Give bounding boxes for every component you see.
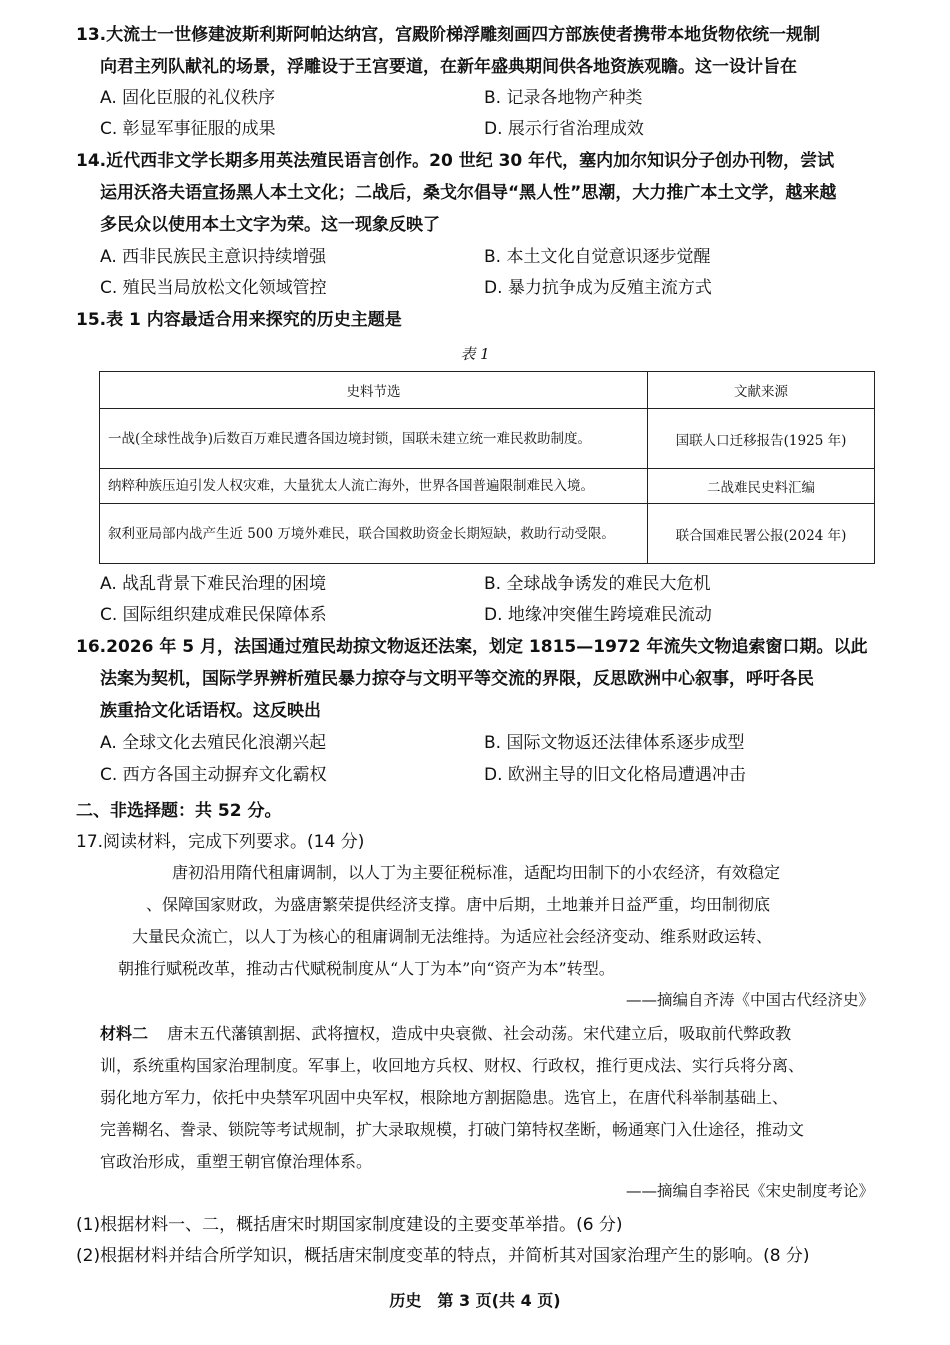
material-2-first-line — [100, 1021, 791, 1044]
table-header-excerpt: 史料节选 — [100, 372, 648, 409]
material-2-label: 材料二 — [100, 1024, 149, 1043]
q17-stem: 17.阅读材料，完成下列要求。(14 分) — [76, 832, 365, 852]
q14-option-c: C. 殖民当局放松文化领域管控 — [100, 278, 327, 298]
material-2-line: 完善糊名、誊录、锁院等考试规制，扩大录取规模，打破门第特权垄断，畅通寒门入仕途径，推动文 — [100, 1120, 805, 1139]
material-2-line: 弱化地方军力，依托中央禁军巩固中央军权，根除地方割据隐患。选官上，在唐代科举制基础上、 — [100, 1088, 789, 1107]
page-footer: 历史 第 3 页(共 4 页) — [389, 1291, 561, 1310]
table-row — [100, 504, 875, 564]
q15-stem: 15.表 1 内容最适合用来探究的历史主题是 — [76, 310, 402, 330]
q15-option-a: A. 战乱背景下难民治理的困境 — [100, 574, 327, 594]
q13-stem-line-1: 13.大流士一世修建波斯利斯阿帕达纳宫，宫殿阶梯浮雕刻画四方部族使者携带本地货物依统一规制 — [76, 25, 821, 45]
table-header-row — [100, 372, 875, 409]
table-header-source: 文献来源 — [648, 372, 875, 409]
q15-option-c: C. 国际组织建成难民保障体系 — [100, 605, 327, 625]
table-cell-excerpt: 叙利亚局部内战产生近 500 万境外难民，联合国救助资金长期短缺，救助行动受限。 — [100, 504, 648, 564]
table-row — [100, 469, 875, 504]
material-1-line: 朝推行赋税改革，推动古代赋税制度从“人丁为本”向“资产为本”转型。 — [118, 959, 615, 978]
q17-subquestion-2: (2)根据材料并结合所学知识，概括唐宋制度变革的特点，并简析其对国家治理产生的影响。(8 分) — [76, 1246, 810, 1266]
material-2-line: 唐末五代藩镇割据、武将擅权，造成中央衰微、社会动荡。宋代建立后，吸取前代弊政教 — [167, 1024, 792, 1043]
q16-stem-line-1: 16.2026 年 5 月，法国通过殖民劫掠文物返还法案，划定 1815—1972 年流失文物追索窗口期。以此 — [76, 637, 868, 657]
q13-option-b: B. 记录各地物产种类 — [484, 88, 643, 108]
q16-option-b: B. 国际文物返还法律体系逐步成型 — [484, 733, 745, 753]
table-cell-excerpt: 纳粹种族压迫引发人权灾难，大量犹太人流亡海外，世界各国普遍限制难民入境。 — [100, 469, 648, 504]
q13-option-d: D. 展示行省治理成效 — [484, 119, 644, 139]
q14-stem-line-1: 14.近代西非文学长期多用英法殖民语言创作。20 世纪 30 年代，塞内加尔知识分子创办刊物，尝试 — [76, 151, 835, 171]
material-2-line: 官政治形成，重塑王朝官僚治理体系。 — [100, 1152, 373, 1171]
table-caption: 表 1 — [460, 345, 490, 363]
material-1-line: 唐初沿用隋代租庸调制，以人丁为主要征税标准，适配均田制下的小农经济，有效稳定 — [172, 863, 781, 882]
q16-stem-line-2: 法案为契机，国际学界辨析殖民暴力掠夺与文明平等交流的界限，反思欧洲中心叙事，呼吁各民 — [100, 669, 814, 689]
q14-option-d: D. 暴力抗争成为反殖主流方式 — [484, 278, 712, 298]
q15-option-d: D. 地缘冲突催生跨境难民流动 — [484, 605, 712, 625]
q16-option-c: C. 西方各国主动摒弃文化霸权 — [100, 765, 327, 785]
q14-stem-line-2: 运用沃洛夫语宣扬黑人本土文化；二战后，桑戈尔倡导“黑人性”思潮，大力推广本土文学，越来越 — [100, 183, 837, 203]
q16-option-d: D. 欧洲主导的旧文化格局遭遇冲击 — [484, 765, 746, 785]
q13-option-c: C. 彰显军事征服的成果 — [100, 119, 276, 139]
table-cell-source: 联合国难民署公报(2024 年) — [648, 504, 875, 564]
table-cell-source: 二战难民史料汇编 — [648, 469, 875, 504]
q15-option-b: B. 全球战争诱发的难民大危机 — [484, 574, 711, 594]
q17-subquestion-1: (1)根据材料一、二，概括唐宋时期国家制度建设的主要变革举措。(6 分) — [76, 1215, 623, 1235]
material-1-citation: ——摘编自齐涛《中国古代经济史》 — [625, 991, 874, 1009]
q16-option-a: A. 全球文化去殖民化浪潮兴起 — [100, 733, 327, 753]
table-row — [100, 409, 875, 469]
table-cell-excerpt: 一战(全球性战争)后数百万难民遭各国边境封锁，国联未建立统一难民救助制度。 — [100, 409, 648, 469]
material-2-line: 训，系统重构国家治理制度。军事上，收回地方兵权、财权、行政权，推行更戍法、实行兵将分离、 — [100, 1056, 805, 1075]
q14-option-b: B. 本土文化自觉意识逐步觉醒 — [484, 247, 711, 267]
q13-stem-line-2: 向君主列队献礼的场景，浮雕设于王宫要道，在新年盛典期间供各地资族观瞻。这一设计旨在 — [100, 57, 797, 77]
material-1-line: 大量民众流亡，以人丁为核心的租庸调制无法维持。为适应社会经济变动、维系财政运转、 — [132, 927, 773, 946]
section-heading: 二、非选择题：共 52 分。 — [76, 801, 282, 821]
table-1 — [99, 371, 875, 564]
material-2-citation: ——摘编自李裕民《宋史制度考论》 — [625, 1182, 874, 1200]
material-1-line: 、保障国家财政，为盛唐繁荣提供经济支撑。唐中后期，土地兼并日益严重，均田制彻底 — [146, 895, 771, 914]
q13-option-a: A. 固化臣服的礼仪秩序 — [100, 88, 276, 108]
q16-stem-line-3: 族重拾文化话语权。这反映出 — [100, 701, 321, 721]
table-cell-source: 国联人口迁移报告(1925 年) — [648, 409, 875, 469]
q14-stem-line-3: 多民众以使用本土文字为荣。这一现象反映了 — [100, 215, 440, 235]
q14-option-a: A. 西非民族民主意识持续增强 — [100, 247, 327, 267]
